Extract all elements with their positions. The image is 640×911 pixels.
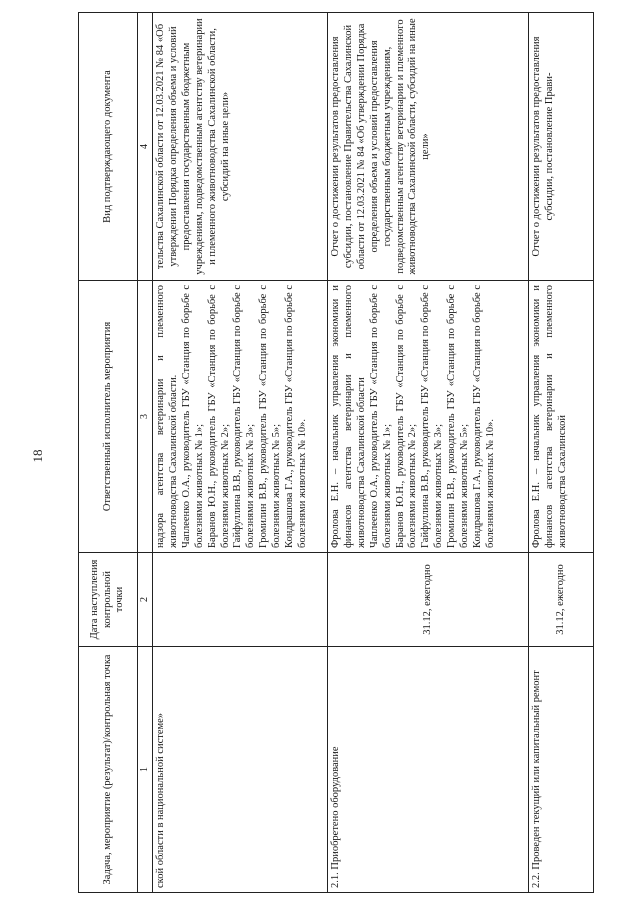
table-row [153,13,328,893]
task-cell: ской области в национальной системе» [153,647,328,893]
column-number: 3 [138,281,153,553]
executor-line: Громилин В.В., руководитель ГБУ «Станция по борьбе с болезнями животных № 5»; [446,285,471,548]
document-cell: Отчет о достижении результатов предоставления субсидии, постановление Правительства Сахалинской области от 12.03.2021 № 84 «Об утверждении Порядка определения объема и условий предоставления государственным бюджетным учреждениям, подведомственным агентству ветеринарии и племенного животноводства Сахалинской области, субсидий на иные цели» [328,13,529,281]
date-cell [153,553,328,647]
date-cell: 31.12, ежегодно [529,553,594,647]
page-number: 18 [30,449,45,463]
executor-line: Гайфуллина В.В., руководитель ГБУ «Станция по борьбе с болезнями животных № 3»; [420,285,445,548]
executor-line: Кондрашова Г.А., руководитель ГБУ «Станция по борьбе с болезнями животных № 10». [471,285,496,548]
header-task: Задача, мероприятие (результат)/контрольная точка [79,647,138,893]
task-cell: 2.1. Приобретено оборудование [328,647,529,893]
column-number: 1 [138,647,153,893]
executor-line: Баранов Ю.Н., руководитель ГБУ «Станция по борьбе с болезнями животных № 2»; [206,285,231,548]
executor-line: Гайфуллина В.В., руководитель ГБУ «Станция по борьбе с болезнями животных № 3»; [232,285,257,548]
column-number-row [138,13,153,893]
executor-cell [153,281,328,553]
table-row [529,13,594,893]
header-date: Дата наступления контрольной точки [79,553,138,647]
executor-line: Чаплеенко О.А., руководитель ГБУ «Станция по борьбе с болезнями животных № 1»; [180,285,205,548]
column-number: 4 [138,13,153,281]
executor-line: Фролова Е.Н. – начальник управления экономики и финансов агентства ветеринарии и племенного животноводства Сахалинской [531,285,568,548]
executor-cell [328,281,529,553]
executor-line: Громилин В.В., руководитель ГБУ «Станция по борьбе с болезнями животных № 5»; [258,285,283,548]
executor-line: Баранов Ю.Н., руководитель ГБУ «Станция по борьбе с болезнями животных № 2»; [394,285,419,548]
header-document: Вид подтверждающего документа [79,13,138,281]
document-cell: тельства Сахалинской области от 12.03.2021 № 84 «Об утверждении Порядка определения объема и условий предоставления государственным бюджетным учреждениям, подведомственным агентству ветеринарии и племенного животноводства Сахалинской области, субсидий на иные цели» [153,13,328,281]
document-cell: Отчет о достижении результатов предоставления субсидии, постановление Прави- [529,13,594,281]
executor-line: надзора агентства ветеринарии и племенного животноводства Сахалинской области. [155,285,179,548]
header-executor: Ответственный исполнитель мероприятия [79,281,138,553]
column-number: 2 [138,553,153,647]
table-row [328,13,529,893]
executor-cell [529,281,594,553]
executor-line: Чаплеенко О.А., руководитель ГБУ «Станция по борьбе с болезнями животных № 1»; [368,285,393,548]
table-header-row [79,13,138,893]
date-cell: 31.12, ежегодно [328,553,529,647]
rotated-page [78,13,628,893]
executor-line: Кондрашова Г.А., руководитель ГБУ «Станция по борьбе с болезнями животных № 10». [284,285,308,548]
control-points-table [78,12,594,893]
executor-line: Фролова Е.Н. – начальник управления экономики и финансов агентства ветеринарии и племенного животноводства Сахалинской области [330,285,367,548]
task-cell: 2.2. Проведен текущий или капитальный ремонт [529,647,594,893]
